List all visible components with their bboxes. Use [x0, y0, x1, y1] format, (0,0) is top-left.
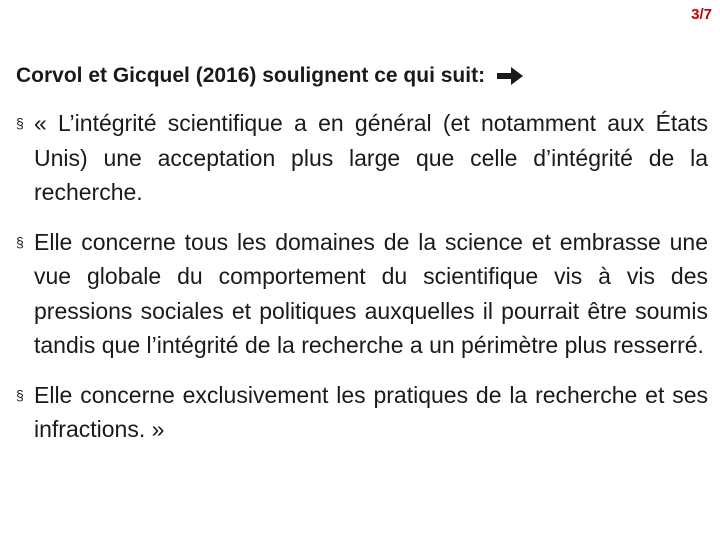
bullet-list — [16, 106, 708, 462]
bullet-marker: § — [16, 115, 24, 131]
bullet-text: « L’intégrité scientifique a en général (et notamment aux États Unis) une acceptation plus large que celle d’intégrité de la recherche. — [34, 110, 708, 205]
bullet-item — [16, 225, 708, 363]
page-number: 3/7 — [691, 6, 712, 23]
bullet-marker: § — [16, 386, 24, 403]
bullet-text: Elle concerne exclusivement les pratiques de la recherche et ses infractions. » — [34, 381, 708, 442]
bullet-marker: § — [16, 233, 24, 250]
bullet-text: Elle concerne tous les domaines de la science et embrasse une vue globale du comportement du scientifique vis à vis des pressions sociales et politiques auxquelles il pourrait être soumis tandis que l’intégrité de la recherche a un périmètre plus resserré. — [34, 228, 708, 358]
bullet-item — [16, 378, 708, 447]
heading-text: Corvol et Gicquel (2016) soulignent ce qui suit: — [16, 64, 486, 87]
bullet-item — [16, 106, 708, 210]
slide-heading — [16, 64, 706, 88]
arrow-right-icon — [495, 65, 525, 87]
